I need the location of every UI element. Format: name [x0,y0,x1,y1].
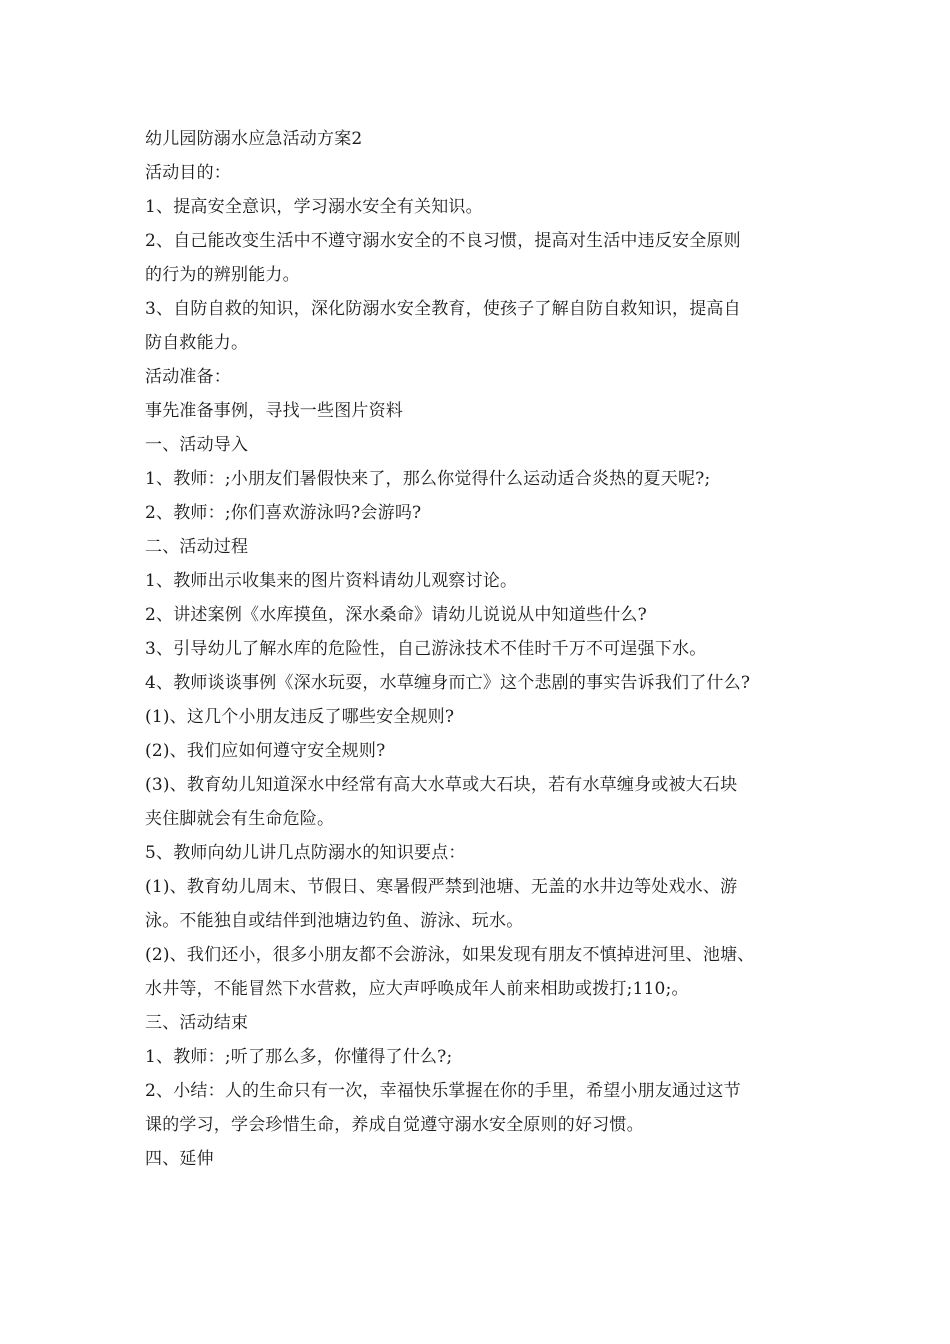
text-line: 1、教师：;小朋友们暑假快来了，那么你觉得什么运动适合炎热的夏天呢?; [145,469,711,489]
text-line: 水井等，不能冒然下水营救，应大声呼唤成年人前来相助或拨打;110;。 [145,979,689,999]
text-line: (2)、我们还小，很多小朋友都不会游泳，如果发现有朋友不慎掉进河里、池塘、 [145,945,755,965]
section-heading-ending: 三、活动结束 [145,1013,249,1033]
text-line: 3、引导幼儿了解水库的危险性，自己游泳技术不佳时千万不可逞强下水。 [145,639,707,659]
section-heading-process: 二、活动过程 [145,537,249,557]
section-heading-goals: 活动目的： [145,163,231,183]
section-heading-intro: 一、活动导入 [145,435,249,455]
section-heading-preparation: 活动准备： [145,367,231,387]
text-line: 课的学习，学会珍惜生命，养成自觉遵守溺水安全原则的好习惯。 [145,1115,644,1135]
text-line: 2、自己能改变生活中不遵守溺水安全的不良习惯，提高对生活中违反安全原则 [145,231,741,251]
text-line: (1)、教育幼儿周末、节假日、寒暑假严禁到池塘、无盖的水井边等处戏水、游 [145,877,738,897]
text-line: 5、教师向幼儿讲几点防溺水的知识要点： [145,843,466,863]
text-line: 4、教师谈谈事例《深水玩耍，水草缠身而亡》这个悲剧的事实告诉我们了什么? [145,673,751,693]
document-title: 幼儿园防溺水应急活动方案2 [145,129,363,149]
text-line: 事先准备事例，寻找一些图片资料 [145,401,403,421]
section-heading-extension: 四、延伸 [145,1149,214,1169]
text-line: 2、小结：人的生命只有一次，幸福快乐掌握在你的手里，希望小朋友通过这节 [145,1081,741,1101]
text-line: (3)、教育幼儿知道深水中经常有高大水草或大石块，若有水草缠身或被大石块 [145,775,738,795]
text-line: (1)、这几个小朋友违反了哪些安全规则? [145,707,455,727]
text-line: 泳。不能独自或结伴到池塘边钓鱼、游泳、玩水。 [145,911,524,931]
text-line: 夹住脚就会有生命危险。 [145,809,335,829]
text-line: 的行为的辨别能力。 [145,265,300,285]
text-line: 防自救能力。 [145,333,249,353]
text-line: 2、教师：;你们喜欢游泳吗?会游吗? [145,503,422,523]
text-line: 3、自防自救的知识，深化防溺水安全教育，使孩子了解自防自救知识，提高自 [145,299,741,319]
text-line: 2、讲述案例《水库摸鱼，深水桑命》请幼儿说说从中知道些什么? [145,605,647,625]
text-line: 1、教师出示收集来的图片资料请幼儿观察讨论。 [145,571,518,591]
document-body [145,122,825,1176]
text-line: 1、提高安全意识，学习溺水安全有关知识。 [145,197,483,217]
text-line: 1、教师：;听了那么多，你懂得了什么?; [145,1047,453,1067]
text-line: (2)、我们应如何遵守安全规则? [145,741,386,761]
